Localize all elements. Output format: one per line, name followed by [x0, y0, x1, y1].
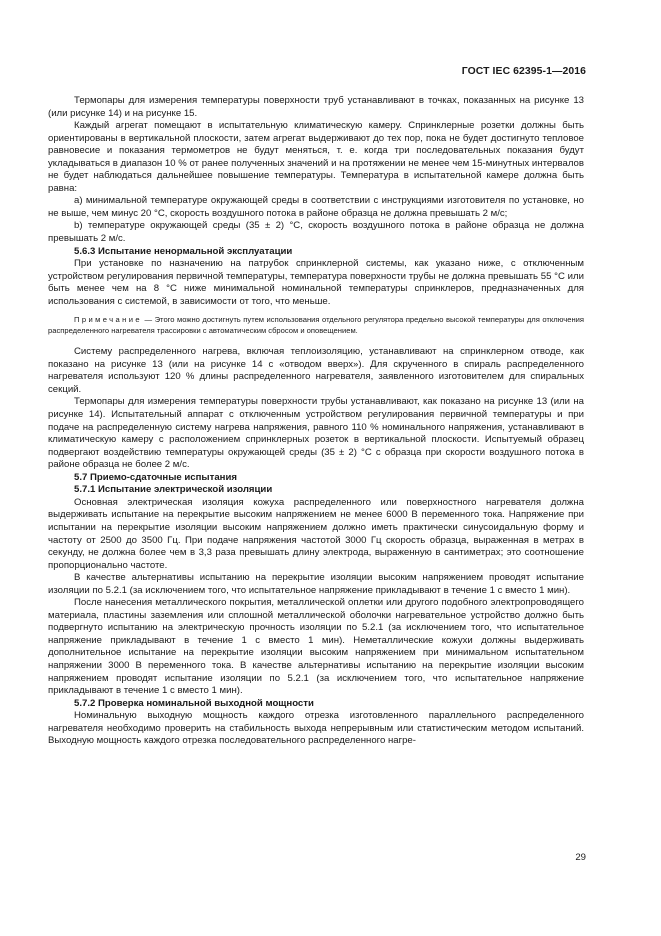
paragraph: Каждый агрегат помещают в испытательную климатическую камеру. Спринклерные розетки должны быть ориентированы в вертикальной плоскости, затем агрегат выдерживают до тех пор, пока не будет достигнуто тепловое равновесие и показания термометров не будут меняться, т. е. когда три последовательных показания будут укладываться в диапазон 10 % от ранее полученных значений и на протяжении не менее чем 15-минутных интервалов не будет наблюдаться дальнейшее повышение температуры. Температура в испытательной камере должна быть равна: — [48, 120, 584, 194]
section-heading: 5.7.2 Проверка номинальной выходной мощности — [74, 697, 314, 709]
paragraph: Термопары для измерения температуры поверхности трубы устанавливают, как показано на рисунке 13 (или на рисунке 14). Испытательный аппарат с отключенным устройством регулирования первичной температуры и при подаче на распределенную систему нагрева напряжения, равного 110 % номинального напряжения, устанавливают в климатическую камеру с расположением спринклерных розеток в вертикальной плоскости. Испытуемый образец подвергают воздействию температуры окружающей среды (35 ± 2) °С с образца при скорости воздушного потока в районе образца не более 2 м/с. — [48, 396, 584, 471]
paragraph: Систему распределенного нагрева, включая теплоизоляцию, устанавливают на спринклерном отводе, как показано на рисунке 13 (или на рисунке 14 с «отводом вверх»). Для скрученного в спираль распределенного нагревателя используют 120 % длины распределенного нагревателя, заявленного изготовителем для спиральных секций. — [48, 346, 584, 395]
paragraph: В качестве альтернативы испытанию на перекрытие изоляции высоким напряжением проводят испытание изоляции по 5.2.1 (за исключением того, что испытательное напряжение прикладывают в течение 1 с вместо 1 мин). — [48, 572, 584, 596]
note-text: — Этого можно достигнуть путем использования отдельного регулятора предельно высокой температуры для отключения распределенного нагревателя трассировки с автоматическим сбросом и оповещением. — [48, 315, 584, 336]
paragraph: После нанесения металлического покрытия, металлической оплетки или другого подобного электропроводящего материала, пластины заземления или сплошной металлической оболочки нагревательное устройство должно быть подвергнуто испытанию на электрическую прочность изоляции по 5.2.1 (за исключением того, что испытательное напряжение прикладывают в течение 1 с вместо 1 мин). Неметаллические кожухи должны выдерживать дополнительное испытание на перекрытие изоляции высоким напряжением при минимальном испытательном напряжении 3000 В переменного тока. В качестве альтернативы испытанию на перекрытие изоляции высоким напряжением проводят испытание изоляции по 5.2.1 (за исключением того, что испытательное напряжение прикладывают в течение 1 с вместо 1 мин). — [48, 597, 584, 697]
list-item: b) температуре окружающей среды (35 ± 2) °С, скорость воздушного потока в районе образца не должна превышать 2 м/с. — [48, 220, 584, 245]
standard-designation: ГОСТ IEC 62395-1—2016 — [461, 66, 586, 77]
section-heading: 5.7.1 Испытание электрической изоляции — [74, 484, 273, 496]
page-number: 29 — [575, 852, 586, 863]
note-label: Примечание — [74, 315, 142, 325]
paragraph: Основная электрическая изоляция кожуха распределенного или поверхностного нагревателя должна выдерживать испытание на перекрытие высоким напряжением не менее 6000 В переменного тока. Напряжение при испытании на перекрытие изоляции высоким напряжением должно иметь практически синусоидальную форму и частоту от 2500 до 3500 Гц. При подаче напряжения частотой 3000 Гц скорость образца, выраженная в метрах в секунду, не должна более чем в 3,3 раза превышать длину электрода, выраженную в сантиметрах; это соотношение пропорционально частоте. — [48, 496, 584, 571]
section-heading: 5.6.3 Испытание ненормальной эксплуатации — [74, 245, 293, 257]
paragraph: Термопары для измерения температуры поверхности труб устанавливают в точках, показанных на рисунке 13 (или рисунке 14) и на рисунке 15. — [48, 95, 584, 119]
note — [48, 314, 584, 336]
list-item: a) минимальной температуре окружающей среды в соответствии с инструкциями изготовителя по установке, но не выше, чем минус 20 °С, скорость воздушного потока в районе образца не должна превышать 2 м/с; — [48, 195, 584, 219]
section-heading: 5.7 Приемо-сдаточные испытания — [74, 471, 237, 483]
paragraph: Номинальную выходную мощность каждого отрезка изготовленного параллельного распределенного нагревателя необходимо проверить на стабильность выхода непрерывным или статистическим методом испытаний. Выходную мощность каждого отрезка последовательного распределенного нагре- — [48, 710, 584, 747]
document-body — [48, 95, 584, 748]
temperature-list — [48, 195, 584, 245]
paragraph: При установке по назначению на патрубок спринклерной системы, как указано ниже, с отключенным устройством регулирования первичной температуры, температура поверхности трубы не должна превышать 55 °С или быть менее чем на 8 °С ниже минимальной номинальной температуры спринклеров, предназначенных для использования с системой, в зависимости от того, что меньше. — [48, 258, 584, 307]
